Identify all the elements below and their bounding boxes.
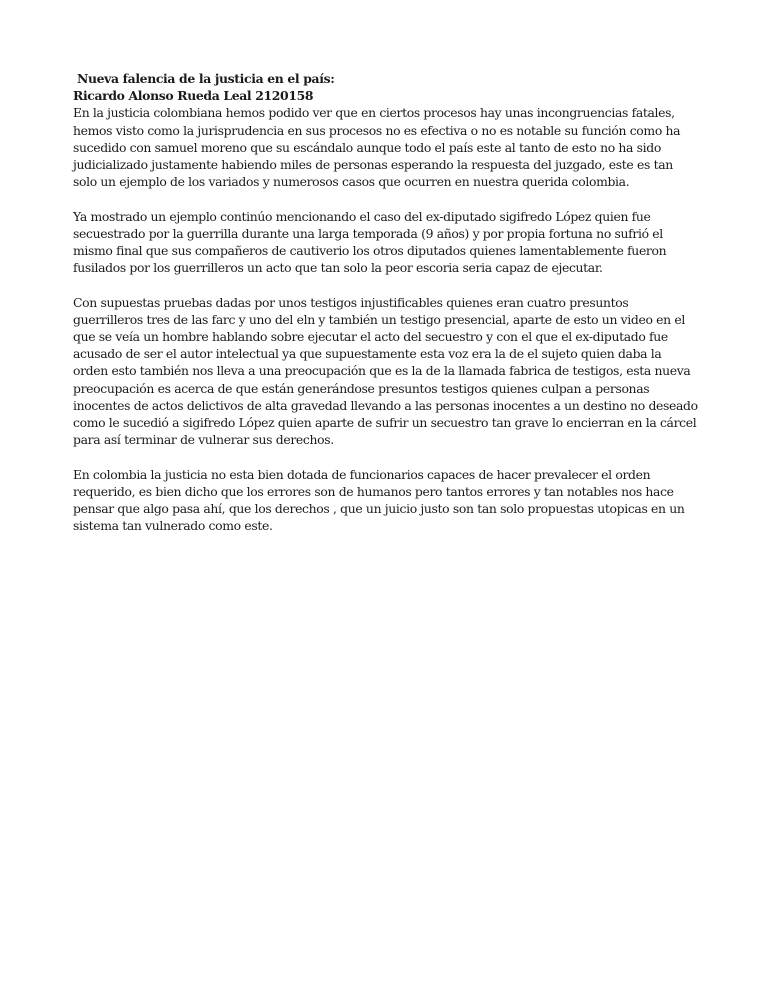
paragraph-3: Con supuestas pruebas dadas por unos testigos injustificables quienes eran cuatro presuntos guerrilleros tres de las farc y uno del eln y también un testigo presencial, aparte de esto un video en el que se veía un hombre hablando sobre ejecutar el acto del secuestro y con el que el ex-diputado fue acusado de ser el autor intelectual ya que supuestamente esta voz era la de el sujeto quien daba la orden esto también nos lleva a una preocupación que es la de la llamada fabrica de testigos, esta nueva preocupación es acerca de que están generándose presuntos testigos quienes culpan a personas inocentes de actos delictivos de alta gravedad llevando a las personas inocentes a un destino no deseado como le sucedió a sigifredo López quien aparte de sufrir un secuestro tan grave lo encierran en la cárcel para así terminar de vulnerar sus derechos. — [73, 294, 698, 448]
paragraph-4: En colombia la justicia no esta bien dotada de funcionarios capaces de hacer prevalecer el orden requerido, es bien dicho que los errores son de humanos pero tantos errores y tan notables nos hace pensar que algo pasa ahí, que los derechos , que un juicio justo son tan solo propuestas utopicas en un sistema tan vulnerado como este. — [73, 466, 685, 534]
document-author: Ricardo Alonso Rueda Leal 2120158 — [73, 88, 314, 104]
paragraph-2: Ya mostrado un ejemplo continúo mencionando el caso del ex-diputado sigifredo López quien fue secuestrado por la guerrilla durante una larga temporada (9 años) y por propia fortuna no sufrió el mismo final que sus compañeros de cautiverio los otros diputados quienes lamentablemente fueron fusilados por los guerrilleros un acto que tan solo la peor escoria seria capaz de ejecutar. — [73, 208, 667, 276]
document-body — [73, 70, 698, 552]
paragraph-1: En la justicia colombiana hemos podido ver que en ciertos procesos hay unas incongruencias fatales, hemos visto como la jurisprudencia en sus procesos no es efectiva o no es notable su función como ha sucedido con samuel moreno que su escándalo aunque todo el país este al tanto de esto no ha sido judicializado justamente habiendo miles de personas esperando la respuesta del juzgado, este es tan solo un ejemplo de los variados y numerosos casos que ocurren en nuestra querida colombia. — [73, 105, 681, 190]
document-title: Nueva falencia de la justicia en el país: — [77, 71, 335, 86]
